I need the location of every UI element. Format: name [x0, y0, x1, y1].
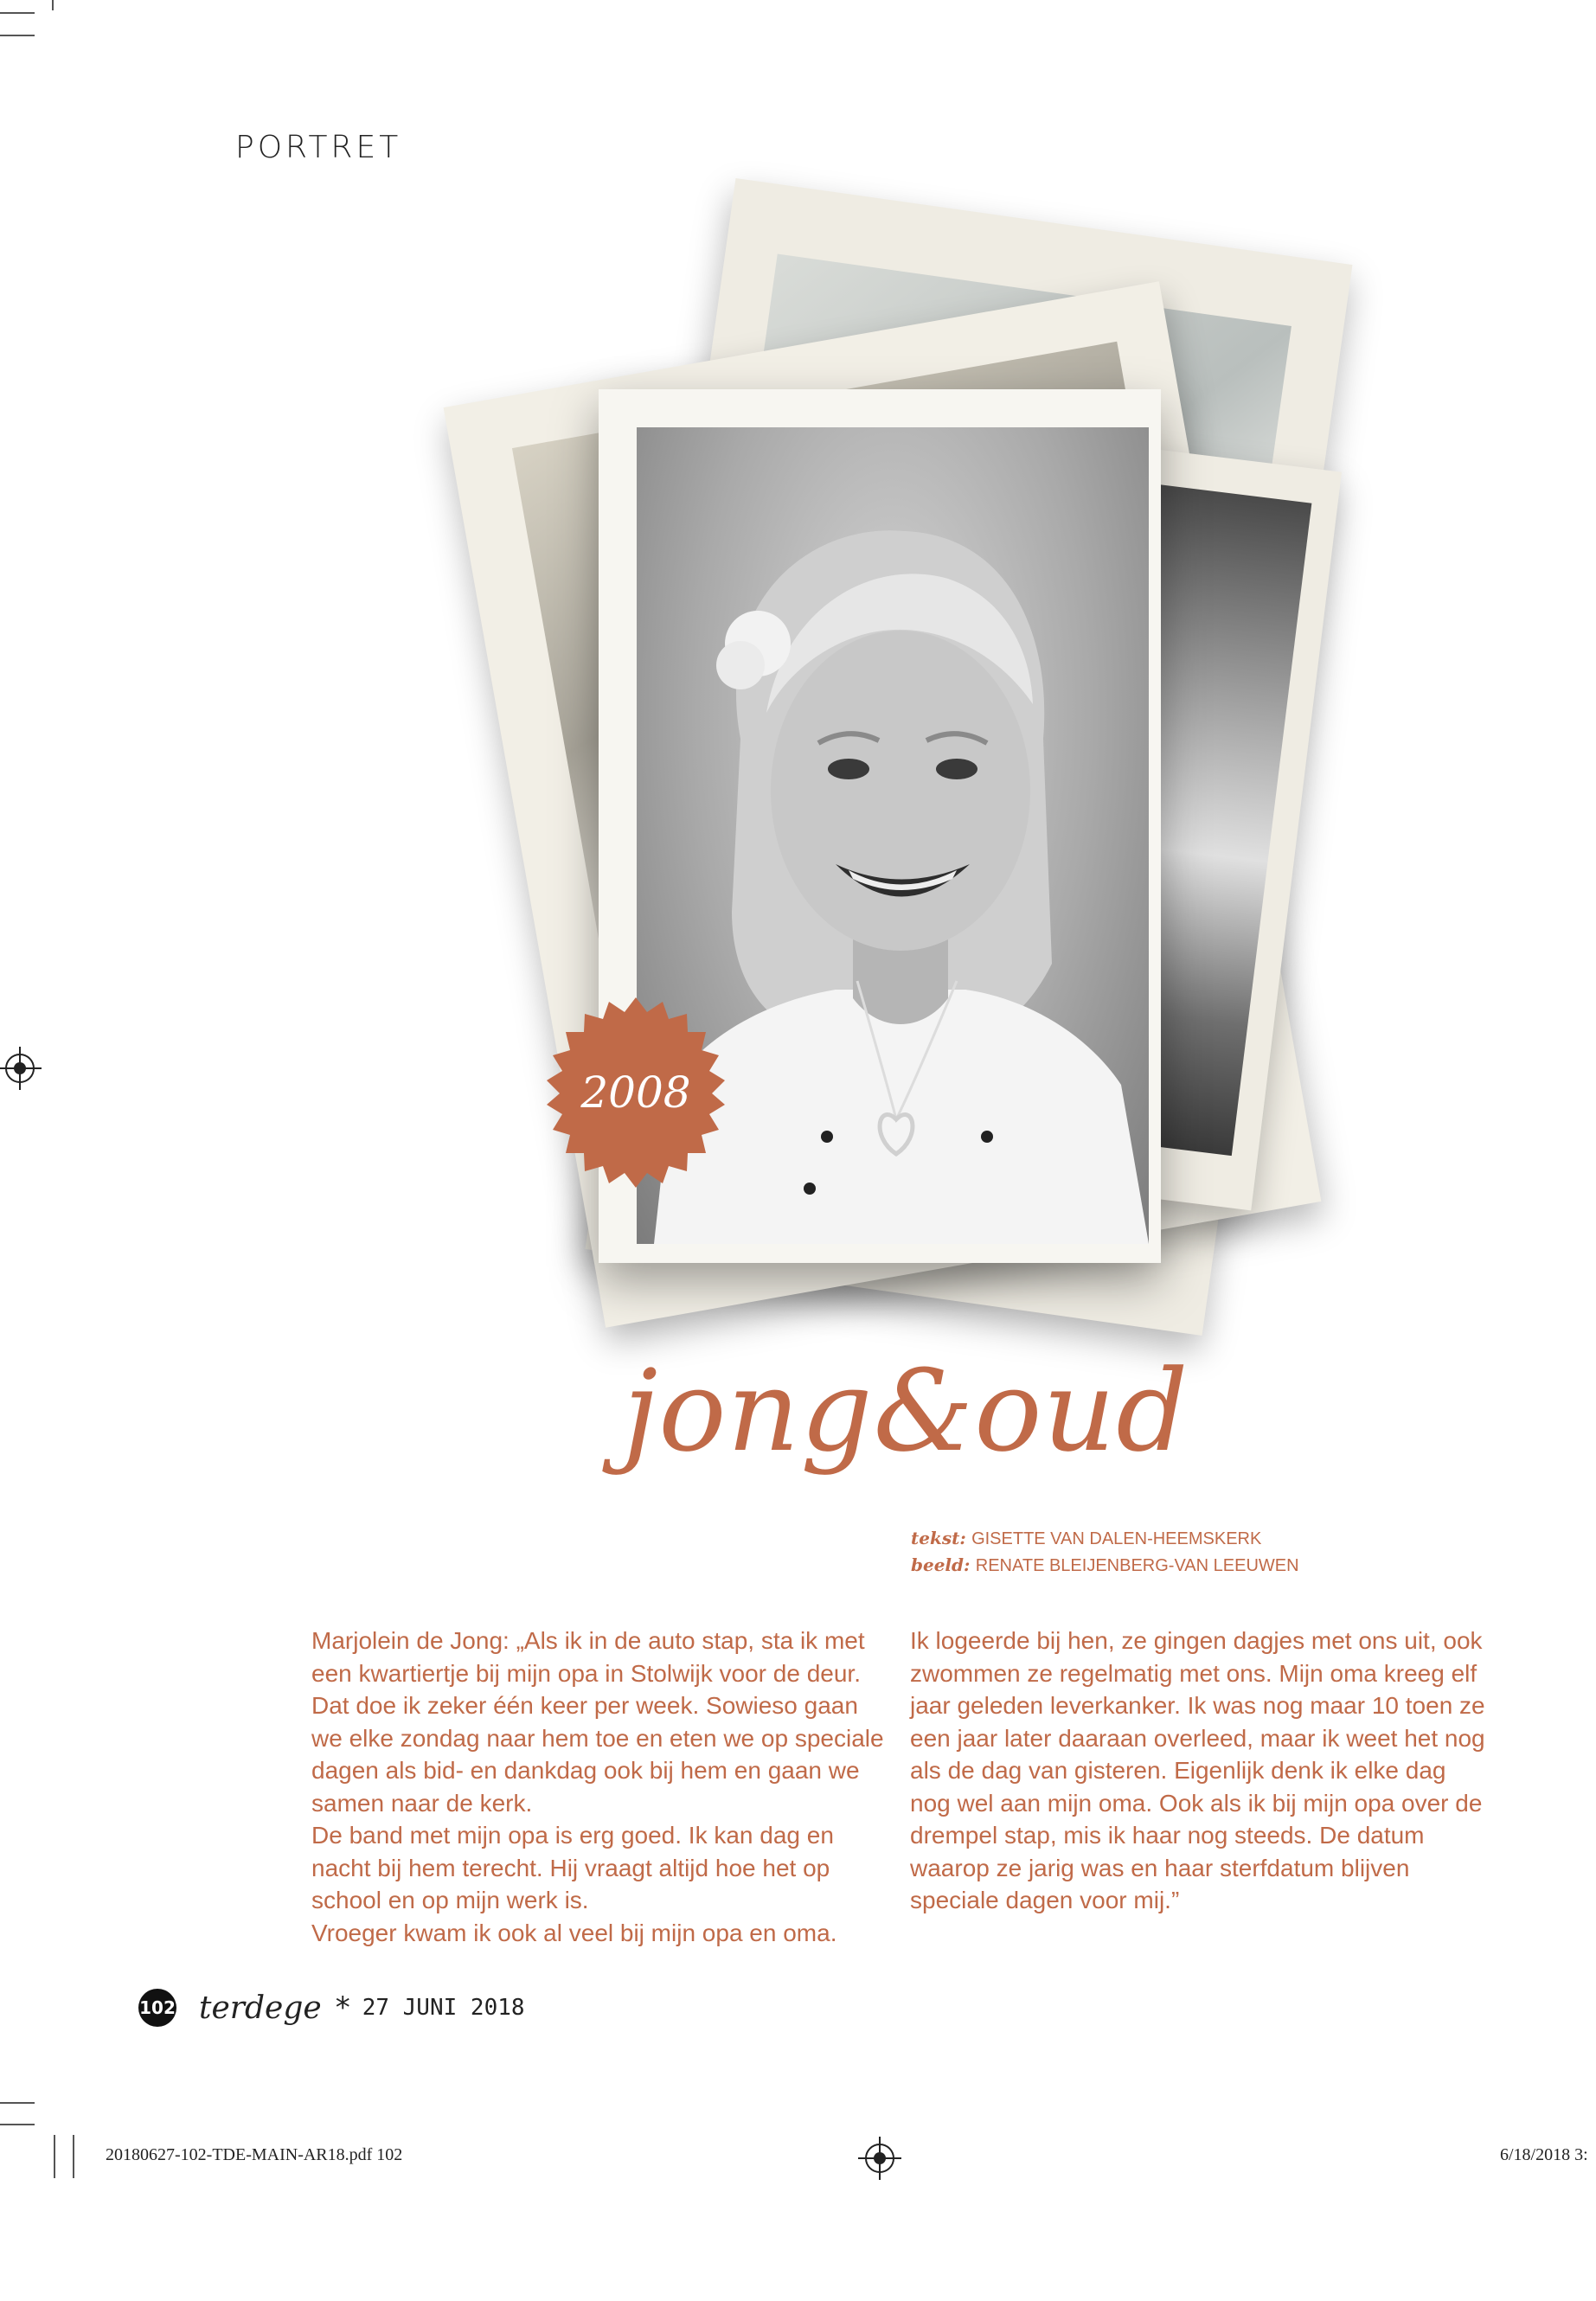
crop-mark: [0, 35, 35, 36]
page-footer: [138, 1988, 525, 2028]
article-title: jong&oud: [623, 1345, 1189, 1477]
registration-mark-icon: [5, 1054, 35, 1083]
page-number: 102: [138, 1989, 176, 2027]
credit-image-author: RENATE BLEIJENBERG-VAN LEEUWEN: [975, 1556, 1299, 1575]
credits: [911, 1525, 1299, 1579]
year-badge: [536, 993, 735, 1192]
registration-mark-icon: [865, 2144, 894, 2173]
print-slug-file: 20180627-102-TDE-MAIN-AR18.pdf 102: [106, 2145, 403, 2164]
crop-mark: [52, 0, 54, 10]
body-paragraph: Ik logeerde bij hen, ze gingen dagjes met ons uit, ook zwommen ze regelmatig met ons. Mijn oma kreeg elf jaar geleden leverkanker. Ik was nog maar 10 toen ze een jaar later daaraan overleed, maar ik weet het nog als de dag van gisteren. Eigenlijk denk ik elke dag nog wel aan mijn oma. Ook als ik bij mijn opa over de drempel stap, mis ik haar nog steeds. De datum waarop ze jarig was en haar sterfdatum blijven speciale dagen voor mij.”: [910, 1627, 1485, 1913]
print-slug-date: 6/18/2018 3:: [1500, 2145, 1588, 2164]
magazine-brand: terdege: [199, 1990, 322, 2026]
credit-text-author: GISETTE VAN DALEN-HEEMSKERK: [971, 1529, 1262, 1548]
crop-mark: [73, 2135, 74, 2178]
asterisk-icon: *: [335, 1990, 350, 2025]
crop-mark: [0, 2124, 35, 2125]
body-paragraph: De band met mijn opa is erg goed. Ik kan dag en nacht bij hem terecht. Hij vraagt altijd hoe het op school en op mijn werk is.: [311, 1822, 834, 1913]
body-paragraph: Vroeger kwam ik ook al veel bij mijn opa en oma.: [311, 1919, 837, 1946]
body-paragraph: Marjolein de Jong: „Als ik in de auto stap, sta ik met een kwartiertje bij mijn opa in Stolwijk voor de deur. Dat doe ik zeker één keer per week. Sowieso gaan we elke zondag naar hem toe en eten we op speciale dagen als bid- en dankdag ook bij hem en gaan we samen naar de kerk.: [311, 1627, 884, 1817]
crop-mark: [0, 2102, 35, 2104]
body-column-left: [311, 1625, 891, 1949]
issue-date: 27 JUNI 2018: [362, 1995, 525, 2021]
body-column-right: [910, 1625, 1490, 1917]
section-label: PORTRET: [235, 130, 402, 165]
year-label: 2008: [580, 1067, 691, 1118]
crop-mark: [54, 2135, 55, 2178]
credit-text-key: tekst:: [911, 1528, 966, 1548]
credit-image-key: beeld:: [911, 1554, 971, 1575]
crop-mark: [0, 12, 35, 14]
